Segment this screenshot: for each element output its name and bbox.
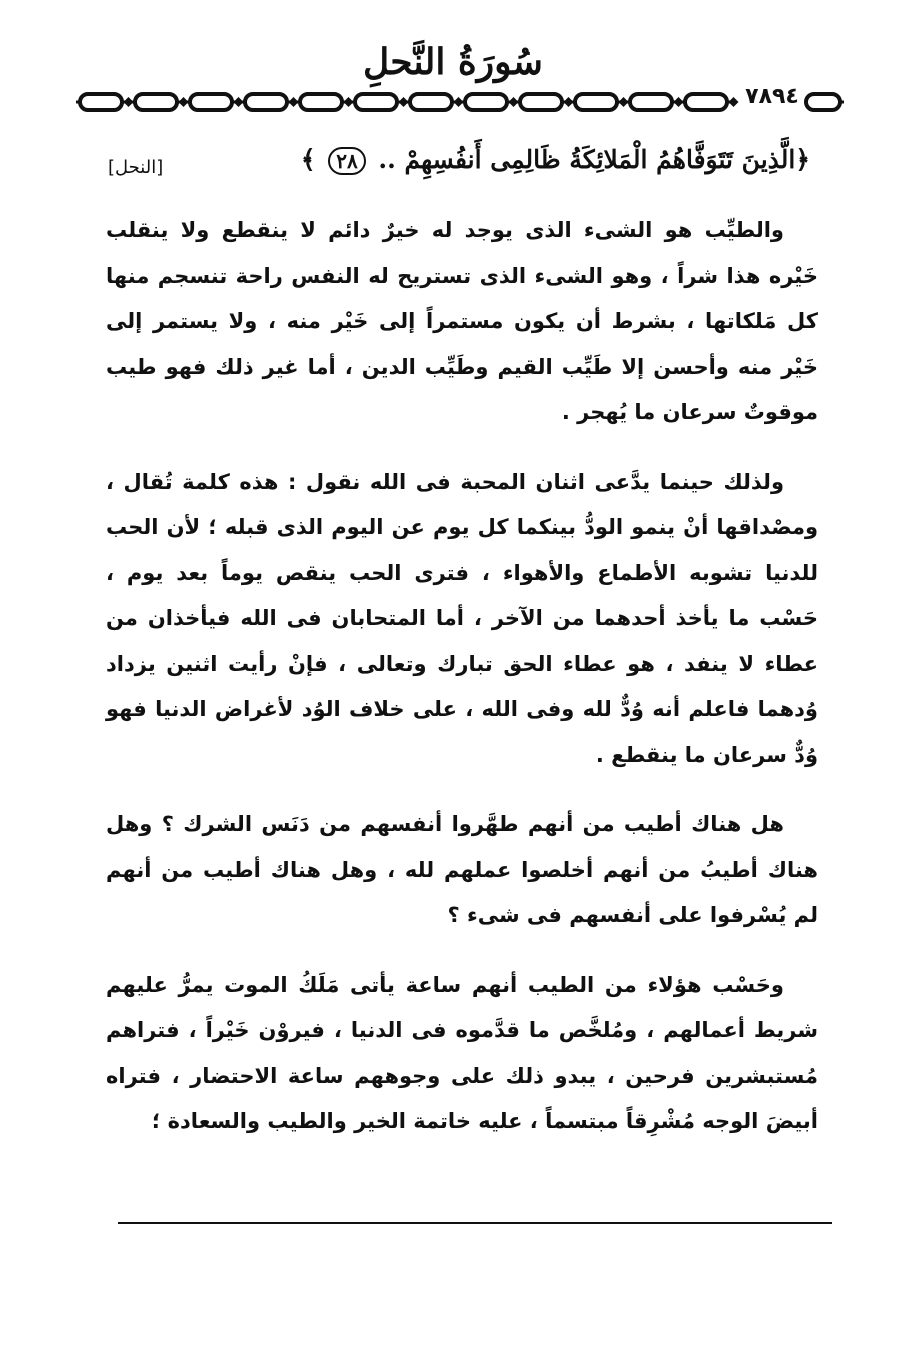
verse-number: ٢٨ <box>328 147 365 175</box>
ornament-chain-icon <box>76 84 844 120</box>
verse-text: ﴿الَّذِينَ تَتَوَفَّاهُمُ الْمَلائِكَةُ ظَالِمِى أَنفُسِهِمْ .. <box>378 145 810 174</box>
paragraph: وحَسْب هؤلاء من الطيب أنهم ساعة يأتى مَلَكُ الموت يمرُّ عليهم شريط أعمالهم ، ومُلخَّص ما قدَّموه فى الدنيا ، فيروْن خَيْراً ، فتراهم مُستبشرين فرحين ، يبدو ذلك على وجوههم ساعة الاحتضار ، فتراه أبيضَ الوجه مُشْرِقاً مبتسماً ، عليه خاتمة الخير والطيب والسعادة ؛ <box>106 972 818 1133</box>
page-number: ٧٨٩٤ <box>740 82 804 112</box>
ornament-border <box>76 84 844 120</box>
surah-reference: [النحل] <box>108 157 164 178</box>
surah-title: سُورَةُ النَّحلِ <box>363 41 543 83</box>
verse-close-bracket: ﴾ <box>300 145 316 174</box>
paragraph: ولذلك حينما يدَّعى اثنان المحبة فى الله نقول : هذه كلمة تُقال ، ومصْداقها أنْ ينمو الودُّ بينكما كل يوم عن اليوم الذى قبله ؛ لأن الحب للدنيا تشوبه الأطماع والأهواء ، فترى الحب ينقص يوماً بعد يوم ، حَسْب ما يأخذ أحدهما من الآخر ، أما المتحابان فى الله فيأخذان من عطاء لا ينفد ، هو عطاء الحق تبارك وتعالى ، فإنْ رأيت اثنين يزداد وُدهما فاعلم أنه وُدٌّ لله وفى الله ، على خلاف الوُد لأغراض الدنيا فهو وُدٌّ سرعان ما ينقطع . <box>106 469 818 767</box>
verse-heading <box>280 138 810 182</box>
commentary-text <box>106 208 818 1169</box>
footer-rule <box>118 1222 832 1224</box>
paragraph: والطيِّب هو الشىء الذى يوجد له خيرٌ دائم لا ينقطع ولا ينقلب خَيْره هذا شراً ، وهو الشىء الذى تستريح له النفس راحة تنسجم منها كل مَلكاتها ، بشرط أن يكون مستمراً إلى خَيْر منه ، ولا يستمر إلى خَيْر منه وأحسن إلا طَيِّب القيم وطَيِّب الدين ، أما غير ذلك فهو طيب موقوتٌ سرعان ما يُهجر . <box>106 218 818 424</box>
paragraph: هل هناك أطيب من أنهم طهَّروا أنفسهم من دَنَس الشرك ؟ وهل هناك أطيبُ من أنهم أخلصوا عملهم لله ، وهل هناك أطيب من أنهم لم يُسْرفوا على أنفسهم فى شىء ؟ <box>106 812 818 927</box>
